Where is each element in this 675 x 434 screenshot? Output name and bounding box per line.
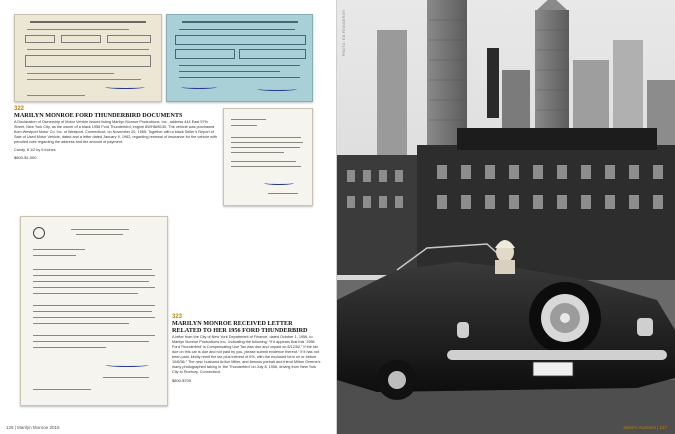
lot-estimate: $800-$1,000 [14,155,37,160]
seller-report-document [166,14,313,102]
photo-credit: PHOTO: ED FEINGERSH [342,10,346,57]
lot-size: Candy, 8 1/2 by 6 inches [14,148,56,152]
lot-title: MARILYN MONROE RECEIVED LETTER RELATED TO HER 1956 FORD THUNDERBIRD [172,320,308,334]
lot-number: 322 [14,106,25,112]
thunderbird-photo [337,0,675,434]
left-page [0,0,337,434]
lot-322-caption [14,106,219,160]
lot-number: 323 [172,314,183,320]
right-page-footer: Julien’s Auctions | 127 [622,425,667,430]
lot-estimate: $800-$700 [172,378,192,383]
right-page [337,0,675,434]
lot-description: A Declaration of Ownership of Motor Vehicle issued listing Marilyn Monroe Productions, Inc., address 444 East 57th Street, New York City, as the owner of a black 1956 Ford Thunderbird, engine 8WH6#5130. The vehicle was purchased from Westport Motor Co. Inc. of Westport, Connecticut, on November 20, 1955. Together with a black Seller’s Report of Sale of Used Motor Vehicle, dated and a letter dated January 9, 1962, regarding renewal of insurance for the vehicle with penciled note regarding the address and the amount of payment. [14,120,218,144]
finance-department-letter-document [20,216,168,406]
ownership-declaration-document [14,14,162,102]
lot-323-caption [172,314,322,383]
lot-title: MARILYN MONROE FORD THUNDERBIRD DOCUMENTS [14,112,183,119]
insurance-letter-document [223,108,313,206]
lot-description: A letter from the City of New York Department of Finance, dated October 1, 1956, to Marilyn Monroe Productions Inc., indicating the following: “If it appears that this ‘1956 Ford Thunderbird’ is Compensating Use Tax was due and unpaid on 8/12/52.” If the tax due on this car is due and not paid by you, please submit evidence thereof.” If it has not been paid, kindly remit the tax plus interest of 6%, with the enclosed form on or before 10/6/56.” The new, husband Arthur Miller, and famous portrait and friend Milton Greene’s many photographed taking in ‘the Thunderbird’ on July 8, 1956, driving from New York City to Roxbury, Connecticut. [172,335,321,374]
left-page-footer: 126 | Marilyn Monroe 2016 [6,425,60,430]
